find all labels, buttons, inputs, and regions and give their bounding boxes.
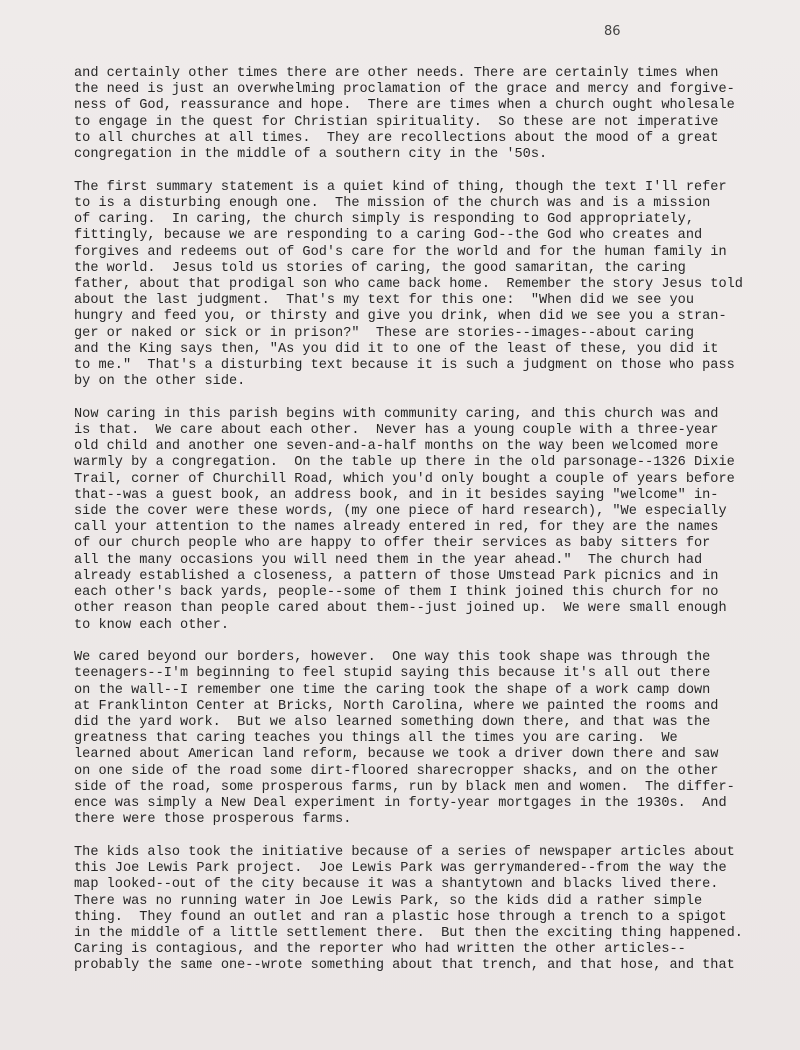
text-line: probably the same one--wrote something about that trench, and that hose, and that (74, 958, 735, 974)
text-line: to is a disturbing enough one. The mission of the church was and is a mission (74, 195, 711, 211)
text-line: father, about that prodigal son who came back home. Remember the story Jesus told (74, 276, 743, 292)
text-line: ence was simply a New Deal experiment in forty-year mortgages in the 1930s. And (74, 796, 727, 812)
text-line: to all churches at all times. They are recollections about the mood of a great (74, 130, 719, 146)
text-line: that--was a guest book, an address book, and in it besides saying "welcome" in- (74, 487, 719, 503)
paragraph (74, 66, 774, 163)
text-line: about the last judgment. That's my text for this one: "When did we see you (74, 293, 694, 309)
paragraph (74, 650, 774, 828)
body-text (74, 66, 774, 991)
text-line: ger or naked or sick or in prison?" These are stories--images--about caring (74, 325, 694, 341)
text-line: call your attention to the names already entered in red, for they are the names (74, 520, 719, 536)
text-line: already established a closeness, a pattern of those Umstead Park picnics and in (74, 568, 719, 584)
text-line: map looked--out of the city because it was a shantytown and blacks lived there. (74, 877, 719, 893)
text-line: There was no running water in Joe Lewis Park, so the kids did a rather simple (74, 893, 703, 909)
text-line: the need is just an overwhelming proclamation of the grace and mercy and forgive- (74, 82, 735, 98)
text-line: the world. Jesus told us stories of caring, the good samaritan, the caring (74, 260, 686, 276)
text-line: ness of God, reassurance and hope. There are times when a church ought wholesale (74, 98, 735, 114)
text-line: forgives and redeems out of God's care for the world and for the human family in (74, 244, 727, 260)
text-line: side the cover were these words, (my one piece of hard research), "We especially (74, 504, 727, 520)
text-line: on the wall--I remember one time the caring took the shape of a work camp down (74, 682, 711, 698)
text-line: We cared beyond our borders, however. One way this took shape was through the (74, 650, 711, 666)
text-line: Caring is contagious, and the reporter who had written the other articles-- (74, 942, 686, 958)
text-line: and certainly other times there are other needs. There are certainly times when (74, 66, 719, 81)
text-line: to engage in the quest for Christian spirituality. So these are not imperative (74, 114, 719, 130)
text-line: fittingly, because we are responding to a caring God--the God who creates and (74, 228, 703, 244)
paragraph (74, 407, 774, 634)
text-line: in the middle of a little settlement there. But then the exciting thing happened. (74, 925, 743, 941)
text-line: all the many occasions you will need them in the year ahead." The church had (74, 552, 703, 568)
text-line: teenagers--I'm beginning to feel stupid saying this because it's all out there (74, 666, 711, 682)
text-line: Trail, corner of Churchill Road, which you'd only bought a couple of years before (74, 471, 735, 487)
text-line: by on the other side. (74, 374, 246, 390)
text-line: hungry and feed you, or thirsty and give you drink, when did we see you a stran- (74, 309, 727, 325)
text-line: is that. We care about each other. Never has a young couple with a three-year (74, 423, 719, 439)
text-line: on one side of the road some dirt-floored sharecropper shacks, and on the other (74, 763, 719, 779)
paragraph (74, 845, 774, 975)
text-line: this Joe Lewis Park project. Joe Lewis Park was gerrymandered--from the way the (74, 861, 727, 877)
text-line: thing. They found an outlet and ran a plastic hose through a trench to a spigot (74, 909, 727, 925)
text-line: learned about American land reform, because we took a driver down there and saw (74, 747, 719, 763)
text-line: of our church people who are happy to offer their services as baby sitters for (74, 536, 711, 552)
text-line: at Franklinton Center at Bricks, North Carolina, where we painted the rooms and (74, 698, 719, 714)
text-line: and the King says then, "As you did it to one of the least of these, you did it (74, 341, 719, 357)
text-line: other reason than people cared about them--just joined up. We were small enough (74, 601, 727, 617)
text-line: to me." That's a disturbing text because it is such a judgment on those who pass (74, 357, 735, 373)
text-line: The kids also took the initiative because of a series of newspaper articles about (74, 844, 735, 860)
text-line: each other's back yards, people--some of them I think joined this church for no (74, 585, 719, 601)
text-line: to know each other. (74, 617, 229, 633)
text-line: old child and another one seven-and-a-half months on the way been welcomed more (74, 439, 719, 455)
text-line: side of the road, some prosperous farms, run by black men and women. The differ- (74, 779, 735, 795)
page-number: 86 (604, 24, 621, 39)
text-line: congregation in the middle of a southern city in the '50s. (74, 147, 548, 163)
text-line: The first summary statement is a quiet kind of thing, though the text I'll refer (74, 179, 727, 195)
text-line: Now caring in this parish begins with community caring, and this church was and (74, 406, 719, 422)
text-line: greatness that caring teaches you things all the times you are caring. We (74, 731, 678, 747)
text-line: warmly by a congregation. On the table up there in the old parsonage--1326 Dixie (74, 455, 735, 471)
text-line: there were those prosperous farms. (74, 812, 352, 828)
text-line: did the yard work. But we also learned something down there, and that was the (74, 715, 711, 731)
paragraph (74, 180, 774, 391)
text-line: of caring. In caring, the church simply is responding to God appropriately, (74, 212, 694, 228)
